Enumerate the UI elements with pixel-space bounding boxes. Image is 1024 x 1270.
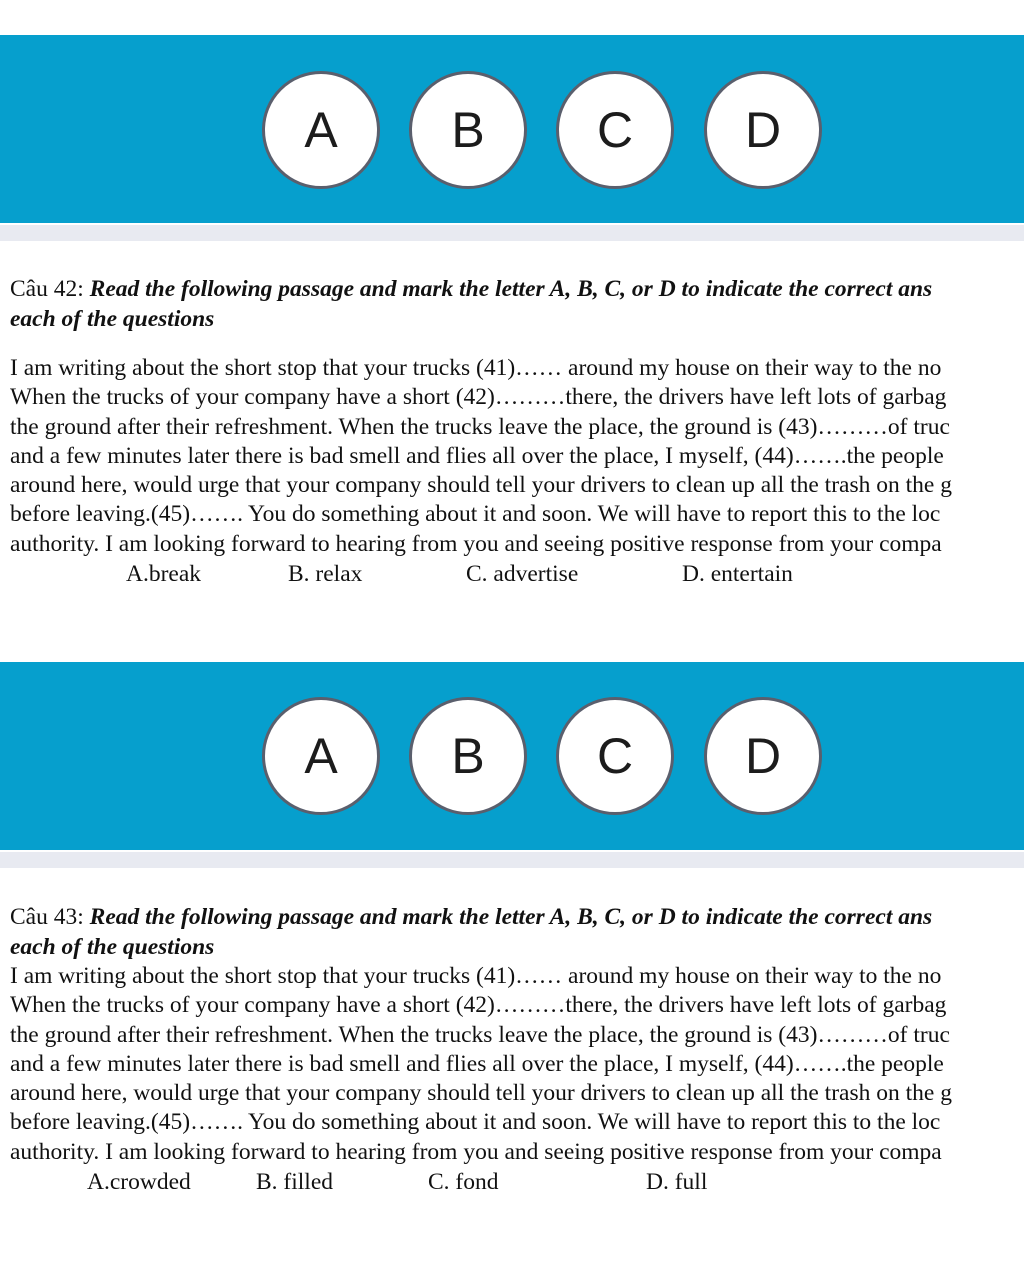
- answer-choice-c: C. advertise: [466, 561, 579, 588]
- passage-line: I am writing about the short stop that your trucks (41)…… around my house on their way to the no: [10, 963, 942, 989]
- answer-choice-d: D. full: [646, 1169, 708, 1196]
- option-c-button[interactable]: C: [556, 697, 674, 815]
- question-42: [10, 274, 1024, 589]
- question-instruction-continued: each of the questions: [10, 934, 215, 960]
- answer-choice-c: C. fond: [428, 1169, 499, 1196]
- question-header: [10, 902, 1024, 932]
- passage-line: When the trucks of your company have a short (42)………there, the drivers have left lots of garbag: [10, 992, 947, 1019]
- passage-line: and a few minutes later there is bad smell and flies all over the place, I myself, (44)…….the people: [10, 442, 944, 469]
- option-b-button[interactable]: B: [409, 697, 527, 815]
- answer-choice-a: A.crowded: [87, 1169, 191, 1196]
- banner-divider: [0, 225, 1024, 241]
- passage-line: around here, would urge that your company should tell your drivers to clean up all the trash on the g: [10, 1080, 952, 1107]
- banner-divider: [0, 852, 1024, 868]
- passage-line: authority. I am looking forward to hearing from you and seeing positive response from your compa: [10, 530, 942, 557]
- passage-line: before leaving.(45)……. You do something about it and soon. We will have to report this to the loc: [10, 1109, 941, 1136]
- question-header-continued: [10, 932, 1024, 962]
- question-instruction-continued: each of the questions: [10, 306, 215, 332]
- question-43: [10, 902, 1024, 1197]
- passage-line: the ground after their refreshment. When the trucks leave the place, the ground is (43)………of truc: [10, 1021, 950, 1048]
- answer-choices: [10, 559, 1024, 589]
- answer-choice-b: B. relax: [288, 561, 363, 588]
- answer-banner-top: [0, 35, 1024, 223]
- question-instruction: Read the following passage and mark the letter A, B, C, or D to indicate the correct ans: [89, 276, 933, 302]
- question-instruction: Read the following passage and mark the letter A, B, C, or D to indicate the correct ans: [89, 904, 933, 930]
- reading-passage: [10, 962, 1024, 1167]
- question-number: Câu 42:: [10, 276, 90, 302]
- question-header-continued: [10, 304, 1024, 334]
- answer-choice-d: D. entertain: [682, 561, 793, 588]
- passage-line: around here, would urge that your company should tell your drivers to clean up all the trash on the g: [10, 472, 952, 499]
- answer-choices: [10, 1167, 1024, 1197]
- question-number: Câu 43:: [10, 904, 90, 930]
- passage-line: the ground after their refreshment. When the trucks leave the place, the ground is (43)………of truc: [10, 413, 950, 440]
- passage-line: and a few minutes later there is bad smell and flies all over the place, I myself, (44)…….the people: [10, 1050, 944, 1077]
- option-d-button[interactable]: D: [704, 71, 822, 189]
- reading-passage: [10, 354, 1024, 559]
- option-d-button[interactable]: D: [704, 697, 822, 815]
- passage-line: before leaving.(45)……. You do something about it and soon. We will have to report this to the loc: [10, 501, 941, 528]
- option-a-button[interactable]: A: [262, 697, 380, 815]
- passage-line: When the trucks of your company have a short (42)………there, the drivers have left lots of garbag: [10, 384, 947, 411]
- option-b-button[interactable]: B: [409, 71, 527, 189]
- answer-choice-b: B. filled: [256, 1169, 334, 1196]
- answer-choice-a: A.break: [126, 561, 202, 588]
- passage-line: authority. I am looking forward to hearing from you and seeing positive response from your compa: [10, 1138, 942, 1165]
- question-header: [10, 274, 1024, 304]
- option-a-button[interactable]: A: [262, 71, 380, 189]
- option-c-button[interactable]: C: [556, 71, 674, 189]
- answer-banner-bottom: [0, 662, 1024, 850]
- passage-line: I am writing about the short stop that your trucks (41)…… around my house on their way to the no: [10, 355, 942, 381]
